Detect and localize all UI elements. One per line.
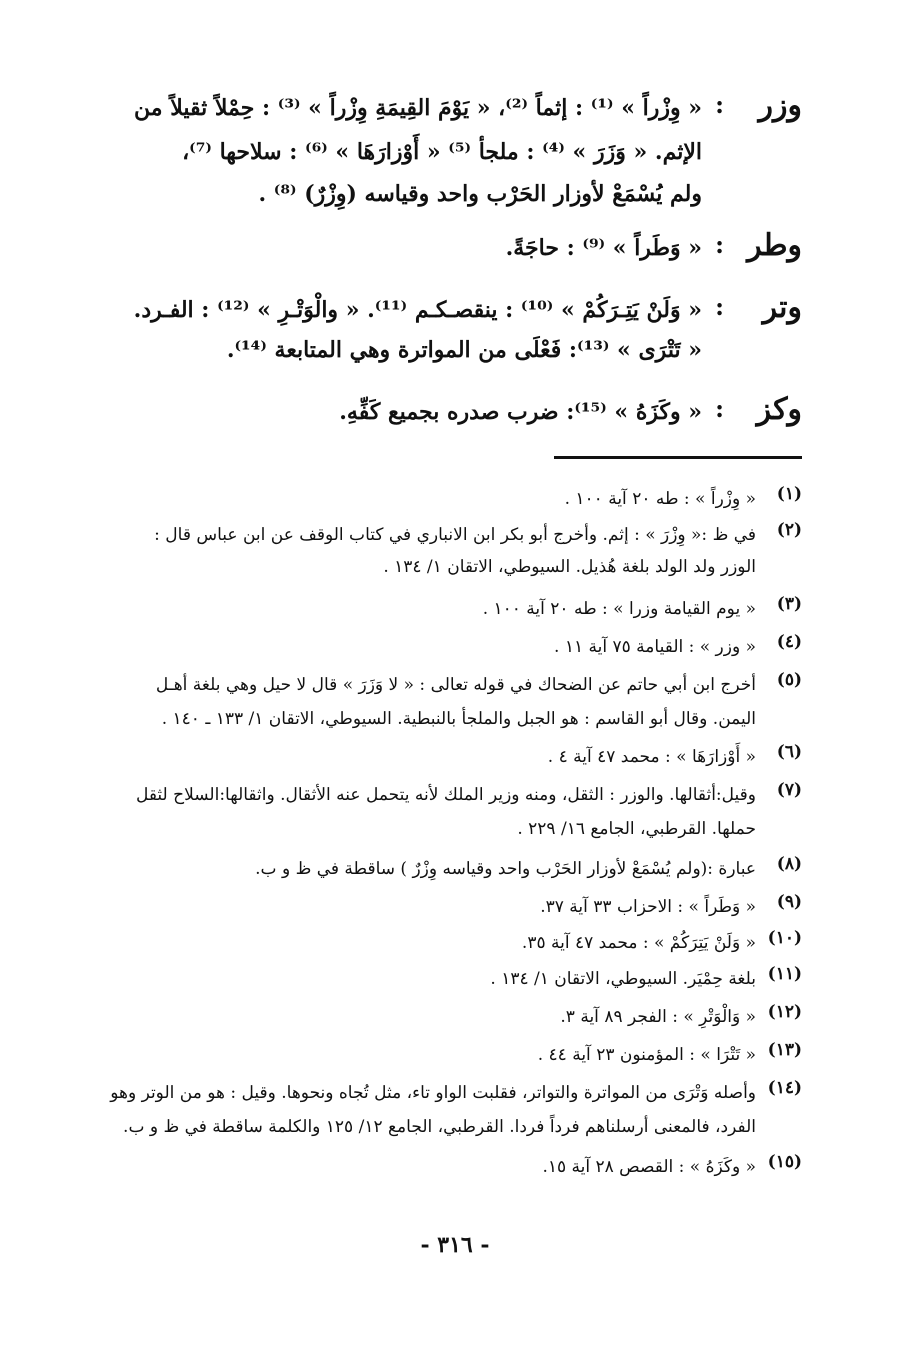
footnote-text: اليمن. وقال أبو القاسم : هو الجبل والملجأ بالنبطية. السيوطي، الاتقان ١/ ١٣٣ ـ ١٤٠ .: [161, 709, 756, 729]
footnote-text: الوزر ولد الولد بلغة هُذيل. السيوطي، الاتقان ١/ ١٣٤ .: [383, 557, 756, 577]
footnote-number: (١): [776, 484, 802, 504]
footnote-text: في ظ :« وِزْرَ » : إثم. وأخرج أبو بكر ابن الانباري في كتاب الوقف عن ابن عباس قال :: [154, 525, 756, 545]
footnote-text: « وكَزَهُ » : القصص ٢٨ آية ١٥.: [542, 1157, 756, 1177]
footnote-text: عبارة :(ولم يُسْمَعْ لأوزار الحَرْب واحد وقياسه وِزْرٌ ) ساقطة في ظ و ب.: [255, 859, 756, 879]
footnote-8: [122, 854, 802, 884]
colon-separator: :: [715, 394, 724, 423]
footnote-number: (٢): [776, 520, 802, 540]
footnote-text: « تَتْرَا » : المؤمنون ٢٣ آية ٤٤ .: [537, 1045, 756, 1065]
footnote-number: (٨): [776, 854, 802, 874]
footnote-number: (١٥): [767, 1152, 802, 1172]
colon-separator: :: [715, 230, 724, 259]
footnote-5: [122, 670, 802, 734]
definition-line: الإثم. « وَزَرَ » ⁽⁴⁾ : ملجأ ⁽⁵⁾ « أَوْزارَهَا » ⁽⁶⁾ : سلاحها ⁽⁷⁾،: [182, 139, 702, 165]
footnote-4: [122, 632, 802, 662]
footnote-text: « وَطَراً » : الاحزاب ٣٣ آية ٣٧.: [540, 897, 756, 917]
headword: وتر: [762, 290, 802, 325]
footnote-number: (٩): [776, 892, 802, 912]
footnote-text: بلغة حِمْيَر. السيوطي، الاتقان ١/ ١٣٤ .: [490, 969, 756, 989]
footnote-number: (١٤): [767, 1078, 802, 1098]
entry-wtr2: [102, 290, 802, 376]
definition-line: ولم يُسْمَعْ لأوزار الحَرْب واحد وقياسه (وِزْرٌ) ⁽⁸⁾ .: [258, 181, 702, 207]
footnote-6: [122, 742, 802, 772]
footnote-9: [122, 892, 802, 922]
footnote-number: (٥): [776, 670, 802, 690]
footnote-number: (١١): [767, 964, 802, 984]
footnote-text: الفرد، فالمعنى أرسلناهم فرداً فردا. القرطبي، الجامع ١٢/ ١٢٥ والكلمة ساقطة في ظ و ب.: [123, 1117, 756, 1137]
entry-wkz: [102, 392, 802, 436]
footnote-separator: [554, 456, 802, 459]
footnote-15: [122, 1152, 802, 1182]
definition-line: « وِزْراً » ⁽¹⁾ : إثماً ⁽²⁾، « يَوْمَ القِيمَةِ وِزْراً » ⁽³⁾ : حِمْلاً ثقيلاً من: [134, 95, 702, 121]
footnote-2: [122, 520, 802, 584]
footnote-text: وأصله وَتْرَى من المواترة والتواتر، فقلبت الواو تاء، مثل تُجاه ونحوها. وقيل : هو من الوتر وهو: [110, 1083, 756, 1103]
footnote-text: « وَالْوَتْرِ » : الفجر ٨٩ آية ٣.: [560, 1007, 756, 1027]
footnote-number: (٤): [776, 632, 802, 652]
headword: وطر: [747, 228, 802, 263]
footnote-text: « وزر » : القيامة ٧٥ آية ١١ .: [554, 637, 756, 657]
footnote-text: وقيل:أثقالها. والوزر : الثقل، ومنه وزير الملك لأنه يتحمل عنه الأثقال. واثقالها:السلاح لثقل: [135, 785, 756, 805]
footnote-number: (١٣): [767, 1040, 802, 1060]
footnote-number: (٧): [776, 780, 802, 800]
footnote-3: [122, 594, 802, 624]
footnote-14: [110, 1078, 802, 1142]
page-number: - ٣١٦ -: [420, 1232, 490, 1258]
colon-separator: :: [715, 292, 724, 321]
definition-line: « وكَزَهُ » ⁽¹⁵⁾: ضرب صدره بجميع كَفِّهِ.: [339, 399, 702, 425]
footnote-text: أخرج ابن أبي حاتم عن الضحاك في قوله تعالى : « لا وَزَرَ » قال لا حيل وهي بلغة أهـل: [155, 675, 756, 695]
footnote-number: (٦): [776, 742, 802, 762]
colon-separator: :: [715, 90, 724, 119]
footnote-10: [122, 928, 802, 958]
entry-wtr: [102, 228, 802, 272]
definition-line: « وَطَراً » ⁽⁹⁾ : حاجَةً.: [505, 235, 702, 261]
entry-wzr: [102, 88, 802, 218]
definition-line: « تَتْرَى » ⁽¹³⁾: فَعْلَى من المواترة وهي المتابعة ⁽¹⁴⁾.: [226, 337, 702, 363]
footnote-number: (١٠): [767, 928, 802, 948]
footnote-13: [122, 1040, 802, 1070]
headword: وزر: [758, 88, 802, 123]
footnote-1: [122, 484, 802, 514]
footnote-11: [122, 964, 802, 994]
footnote-text: « يوم القيامة وزرا » : طه ٢٠ آية ١٠٠ .: [482, 599, 756, 619]
footnote-number: (١٢): [767, 1002, 802, 1022]
footnote-text: « وِزْراً » : طه ٢٠ آية ١٠٠ .: [564, 489, 756, 509]
footnote-text: « أَوْزارَهَا » : محمد ٤٧ آية ٤ .: [547, 747, 756, 767]
footnote-7: [122, 780, 802, 844]
headword: وكز: [756, 392, 802, 427]
footnote-text: حملها. القرطبي، الجامع ١٦/ ٢٢٩ .: [517, 819, 756, 839]
footnote-12: [122, 1002, 802, 1032]
footnote-text: « وَلَنْ يَتِرَكُمْ » : محمد ٤٧ آية ٣٥.: [521, 933, 756, 953]
definition-line: « وَلَنْ يَتِـرَكُمْ » ⁽¹⁰⁾ : ينقصـكـم ⁽¹¹⁾. « والْوَتْـرِ » ⁽¹²⁾ : الفـرد.: [133, 297, 702, 323]
footnote-number: (٣): [776, 594, 802, 614]
